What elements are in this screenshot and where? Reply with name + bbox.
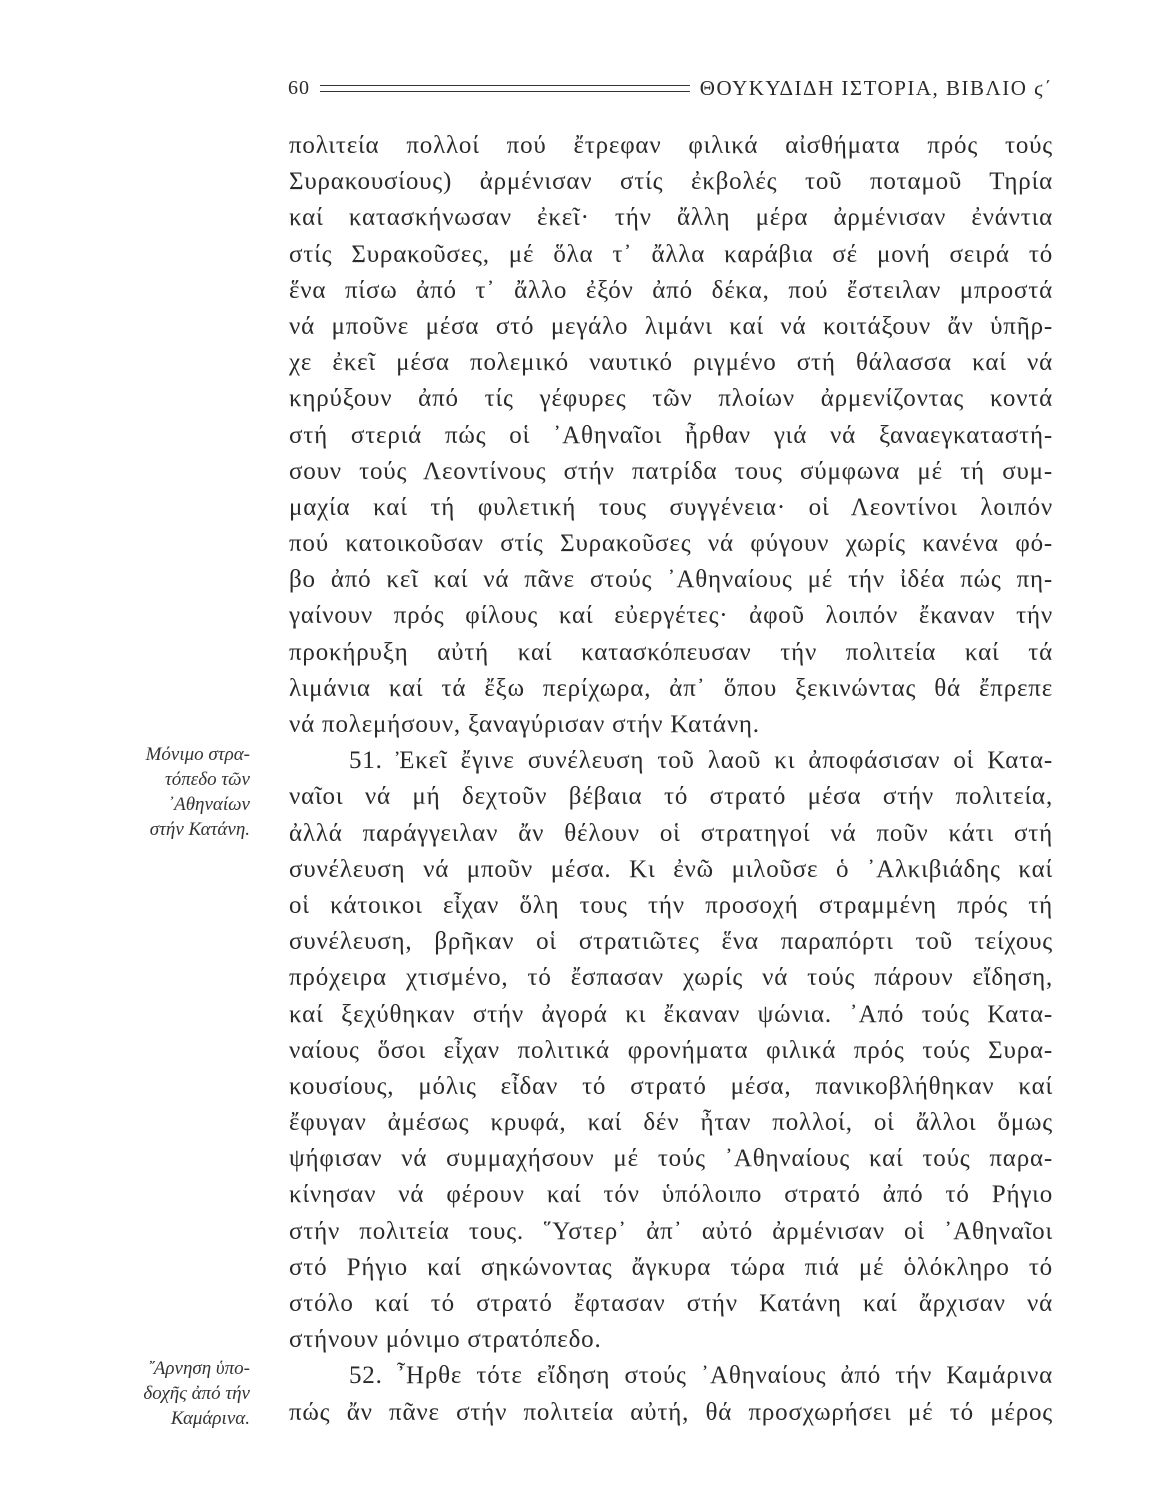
margin-note-line: Μόνιμο στρα- bbox=[145, 744, 250, 765]
text-line: κίνησαν νά φέρουν καί τόν ὑπόλοιπο στρατό ἀπό τό Ρήγιο bbox=[289, 1181, 1053, 1209]
margin-note-line: δοχῆς ἀπό τήν bbox=[143, 1383, 250, 1404]
paragraph-51-start: 51. Ἐκεῖ ἔγινε συνέλευση τοῦ λαοῦ κι ἀποφάσισαν οἱ Κατα- bbox=[349, 747, 1053, 775]
text-line: ἔφυγαν ἀμέσως κρυφά, καί δέν ἦταν πολλοί, οἱ ἄλλοι ὅμως bbox=[289, 1109, 1053, 1137]
text-line: στήνουν μόνιμο στρατόπεδο. bbox=[289, 1326, 602, 1354]
margin-note-camp bbox=[95, 742, 250, 842]
paragraph-52-start: 52. ῏Ηρθε τότε εἴδηση στούς ᾿Αθηναίους ἀπό τήν Καμάρινα bbox=[349, 1362, 1053, 1390]
text-line: ἀλλά παράγγειλαν ἄν θέλουν οἱ στρατηγοί νά ποῦν κάτι στή bbox=[289, 819, 1053, 847]
text-line: στό Ρήγιο καί σηκώνοντας ἄγκυρα τώρα πιά μέ ὁλόκληρο τό bbox=[289, 1253, 1053, 1281]
text-line: πολιτεία πολλοί πού ἔτρεφαν φιλικά αἰσθήματα πρός τούς bbox=[289, 132, 1053, 159]
page-number: 60 bbox=[288, 76, 310, 99]
text-line: ψήφισαν νά συμμαχήσουν μέ τούς ᾿Αθηναίους καί τούς παρα- bbox=[289, 1145, 1053, 1173]
text-line: συνέλευση, βρῆκαν οἱ στρατιῶτες ἕνα παραπόρτι τοῦ τείχους bbox=[289, 928, 1053, 956]
text-line: νά πολεμήσουν, ξαναγύρισαν στήν Κατάνη. bbox=[289, 711, 760, 738]
text-line: κουσίους, μόλις εἶδαν τό στρατό μέσα, πανικοβλήθηκαν καί bbox=[289, 1072, 1053, 1100]
text-line: καί κατασκήνωσαν ἐκεῖ· τήν ἄλλη μέρα ἀρμένισαν ἐνάντια bbox=[289, 204, 1053, 232]
text-line: κηρύξουν ἀπό τίς γέφυρες τῶν πλοίων ἀρμενίζοντας κοντά bbox=[289, 385, 1053, 413]
header-double-rule bbox=[320, 85, 690, 92]
margin-note-line: στήν Κατάνη. bbox=[149, 819, 250, 840]
body-text bbox=[289, 128, 1053, 1431]
text-line: σουν τούς Λεοντίνους στήν πατρίδα τους σύμφωνα μέ τή συμ- bbox=[289, 457, 1053, 485]
text-line: ἕνα πίσω ἀπό τ᾿ ἄλλο ἐξόν ἀπό δέκα, πού ἔστειλαν μπροστά bbox=[289, 276, 1053, 304]
text-line: ναίους ὅσοι εἶχαν πολιτικά φρονήματα φιλικά πρός τούς Συρα- bbox=[289, 1036, 1053, 1064]
text-line: συνέλευση νά μποῦν μέσα. Κι ἐνῶ μιλοῦσε ὁ ᾿Αλκιβιάδης καί bbox=[289, 855, 1053, 883]
text-line: βο ἀπό κεῖ καί νά πᾶνε στούς ᾿Αθηναίους μέ τήν ἰδέα πώς πη- bbox=[289, 566, 1053, 594]
text-line: πρόχειρα χτισμένο, τό ἔσπασαν χωρίς νά τούς πάρουν εἴδηση, bbox=[289, 964, 1053, 992]
text-line: στόλο καί τό στρατό ἔφτασαν στήν Κατάνη καί ἄρχισαν νά bbox=[289, 1290, 1053, 1317]
text-line: πού κατοικοῦσαν στίς Συρακοῦσες νά φύγουν χωρίς κανένα φό- bbox=[289, 530, 1053, 558]
margin-note-line: Καμάρινα. bbox=[170, 1408, 250, 1429]
text-line: στήν πολιτεία τους. ῞Υστερ᾿ ἀπ᾿ αὐτό ἀρμένισαν οἱ ᾿Αθηναῖοι bbox=[289, 1217, 1053, 1245]
text-line: μαχία καί τή φυλετική τους συγγένεια· οἱ Λεοντίνοι λοιπόν bbox=[289, 493, 1053, 521]
running-title: ΘΟΥΚΥΔΙΔΗ ΙΣΤΟΡΙΑ, ΒΙΒΛΙΟ ϛ΄ bbox=[699, 75, 1053, 100]
text-line: προκήρυξη αὐτή καί κατασκόπευσαν τήν πολιτεία καί τά bbox=[289, 638, 1053, 666]
text-line: στίς Συρακοῦσες, μέ ὅλα τ᾿ ἄλλα καράβια σέ μονή σειρά τό bbox=[289, 240, 1053, 268]
text-line: στή στεριά πώς οἱ ᾿Αθηναῖοι ἦρθαν γιά νά ξαναεγκαταστή- bbox=[289, 421, 1053, 449]
text-line: Συρακουσίους) ἀρμένισαν στίς ἐκβολές τοῦ ποταμοῦ Τηρία bbox=[289, 168, 1053, 196]
margin-note-line: ῎Αρνηση ὑπο- bbox=[147, 1358, 250, 1379]
text-line: λιμάνια καί τά ἔξω περίχωρα, ἀπ᾿ ὅπου ξεκινώντας θά ἔπρεπε bbox=[289, 674, 1053, 702]
margin-note-line: ᾿Αθηναίων bbox=[167, 794, 250, 815]
text-line: καί ξεχύθηκαν στήν ἀγορά κι ἔκαναν ψώνια. ᾿Από τούς Κατα- bbox=[289, 1000, 1053, 1028]
text-line: γαίνουν πρός φίλους καί εὐεργέτες· ἀφοῦ λοιπόν ἔκαναν τήν bbox=[289, 602, 1053, 630]
text-line: ναῖοι νά μή δεχτοῦν βέβαια τό στρατό μέσα στήν πολιτεία, bbox=[289, 783, 1053, 811]
text-line: νά μποῦνε μέσα στό μεγάλο λιμάνι καί νά κοιτάξουν ἄν ὑπῆρ- bbox=[289, 312, 1053, 340]
text-line: χε ἐκεῖ μέσα πολεμικό ναυτικό ριγμένο στή θάλασσα καί νά bbox=[289, 349, 1053, 377]
page-header bbox=[288, 72, 1053, 104]
margin-note-kamarina bbox=[95, 1356, 250, 1431]
margin-note-line: τόπεδο τῶν bbox=[164, 769, 250, 790]
text-line: οἱ κάτοικοι εἶχαν ὅλη τους τήν προσοχή στραμμένη πρός τή bbox=[289, 891, 1053, 919]
text-line: πώς ἄν πᾶνε στήν πολιτεία αὐτή, θά προσχωρήσει μέ τό μέρος bbox=[289, 1398, 1053, 1426]
